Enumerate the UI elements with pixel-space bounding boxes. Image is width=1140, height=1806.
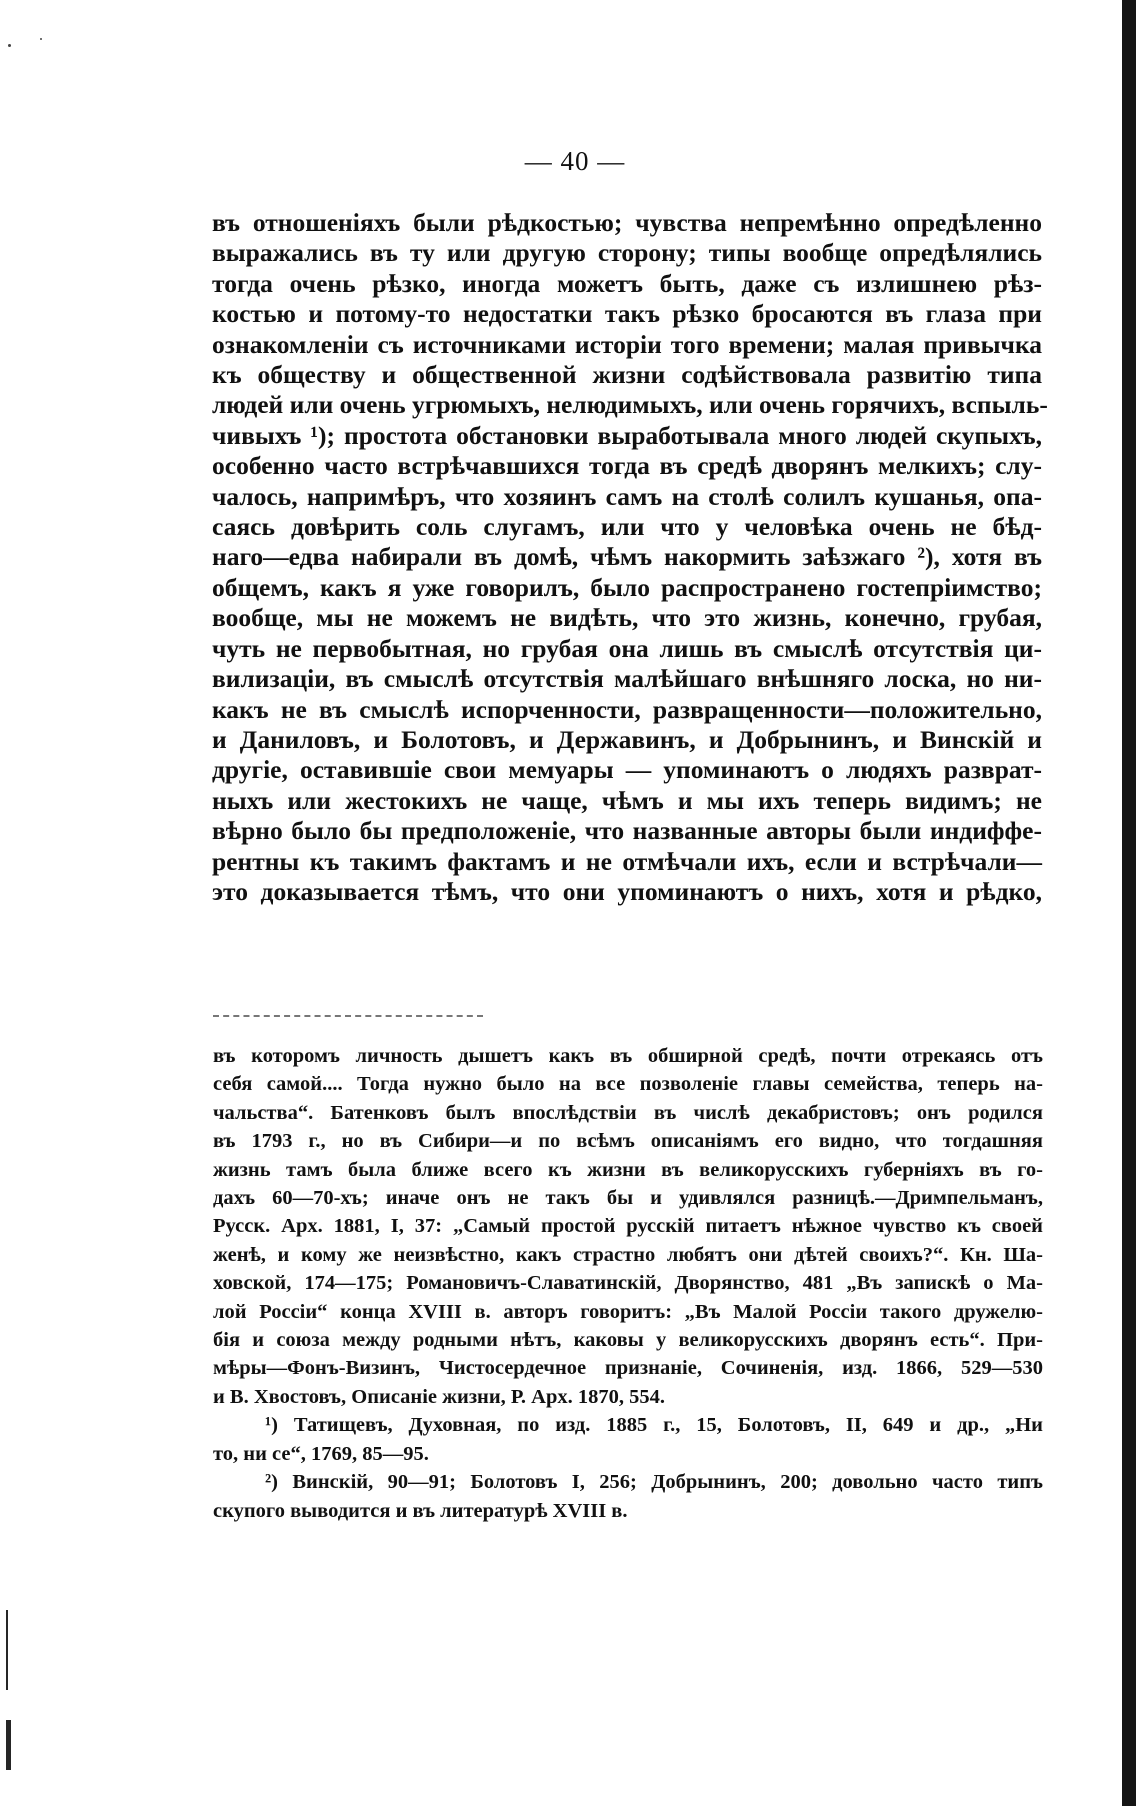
footnote-line: мѣры—Фонъ-Визинъ, Чистосердечное признаніе, Сочиненія, изд. 1866, 529—530: [213, 1357, 1043, 1380]
text-line: людей или очень угрюмыхъ, нелюдимыхъ, или очень горячихъ, вспыль-: [212, 390, 1048, 420]
text-line: наго—едва набирали въ домѣ, чѣмъ накормить заѣзжаго ²), хотя въ: [212, 542, 1042, 572]
footnotes: [213, 1042, 1043, 1525]
text-line: чуть не первобытная, но грубая она лишь въ смыслѣ отсутствія ци-: [212, 633, 1042, 663]
footnote-line: то, ни се“, 1769, 85—95.: [213, 1442, 429, 1465]
text-line: къ обществу и общественной жизни содѣйствовала развитію типа: [212, 360, 1042, 390]
text-line: какъ не въ смыслѣ испорченности, развращенности—положительно,: [212, 694, 1042, 724]
footnote-separator: [213, 1015, 483, 1017]
text-line: рентны къ такимъ фактамъ и не отмѣчали ихъ, если и встрѣчали—: [212, 846, 1042, 876]
text-line: въ отношеніяхъ были рѣдкостью; чувства непремѣнно опредѣленно: [212, 208, 1042, 237]
text-line: особенно часто встрѣчавшихся тогда въ средѣ дворянъ мелкихъ; слу-: [212, 451, 1042, 481]
footnote-line: себя самой.... Тогда нужно было на все позволеніе главы семейства, теперь на-: [213, 1073, 1043, 1096]
text-line: вѣрно было бы предположеніе, что названные авторы были индиффе-: [212, 816, 1042, 846]
scan-edge-bar: [1122, 0, 1136, 1806]
footnote-line: женѣ, и кому же неизвѣстно, какъ страстно любятъ они дѣтей своихъ?“. Кн. Ша-: [213, 1243, 1043, 1266]
footnote-line: лой Россіи“ конца XVIII в. авторъ говоритъ: „Въ Малой Россіи такого дружелю-: [213, 1300, 1043, 1323]
scan-edge-mark: [6, 1610, 8, 1690]
text-line: другіе, оставившіе свои мемуары — упоминаютъ о людяхъ разврат-: [212, 755, 1042, 785]
text-line: чивыхъ ¹); простота обстановки выработывала много людей скупыхъ,: [212, 420, 1042, 450]
text-line: ныхъ или жестокихъ не чаще, чѣмъ и мы ихъ теперь видимъ; не: [212, 785, 1042, 815]
footnote-line: въ 1793 г., но въ Сибири—и по всѣмъ описаніямъ его видно, что тогдашняя: [213, 1130, 1043, 1153]
text-line: вилизаціи, въ смыслѣ отсутствія малѣйшаго внѣшняго лоска, но ни-: [212, 664, 1042, 694]
footnote-line: ховской, 174—175; Романовичъ-Славатинскій, Дворянство, 481 „Въ запискѣ о Ма-: [213, 1272, 1043, 1295]
footnote-line: Русск. Арх. 1881, I, 37: „Самый простой русскій питаетъ нѣжное чувство къ своей: [213, 1215, 1043, 1238]
text-line: вообще, мы не можемъ не видѣть, что это жизнь, конечно, грубая,: [212, 603, 1042, 633]
text-line: выражались въ ту или другую сторону; типы вообще опредѣлялись: [212, 238, 1042, 268]
scan-speck: [40, 38, 42, 40]
footnote-line: ¹) Татищевъ, Духовная, по изд. 1885 г., 15, Болотовъ, II, 649 и др., „Ни: [265, 1414, 1043, 1437]
main-text-body: [212, 208, 1048, 907]
footnote-line: и В. Хвостовъ, Описаніе жизни, Р. Арх. 1870, 554.: [213, 1385, 665, 1408]
text-line: чалось, напримѣръ, что хозяинъ самъ на столѣ солилъ кушанья, опа-: [212, 481, 1042, 511]
text-line: общемъ, какъ я уже говорилъ, было распространено гостепріимство;: [212, 572, 1042, 602]
text-line: ознакомленіи съ источниками исторіи того времени; малая привычка: [212, 329, 1042, 359]
footnote-continuation: [213, 1042, 1043, 1411]
footnote-2: [213, 1468, 1043, 1525]
text-line: костью и потому-то недостатки такъ рѣзко бросаются въ глаза при: [212, 299, 1042, 329]
footnote-line: жизнь тамъ была ближе всего къ жизни въ великорусскихъ губерніяхъ въ го-: [213, 1158, 1043, 1181]
text-line: тогда очень рѣзко, иногда можетъ быть, даже съ излишнею рѣз-: [212, 268, 1042, 298]
footnote-line: бія и союза между родными нѣтъ, каковы у великорусскихъ дворянъ есть“. При-: [213, 1329, 1043, 1352]
page-number: — 40 —: [524, 146, 626, 176]
footnote-line: въ которомъ личность дышетъ какъ въ обширной средѣ, почти отрекаясь отъ: [213, 1045, 1043, 1067]
footnote-line: дахъ 60—70-хъ; иначе онъ не такъ бы и удивлялся разницѣ.—Дримпельманъ,: [213, 1187, 1043, 1210]
text-line: саясь довѣрить соль слугамъ, или что у человѣка очень не бѣд-: [212, 512, 1042, 542]
scan-speck: [8, 44, 11, 47]
text-line: это доказывается тѣмъ, что они упоминаютъ о нихъ, хотя и рѣдко,: [212, 876, 1042, 906]
text-line: и Даниловъ, и Болотовъ, и Державинъ, и Добрынинъ, и Винскій и: [212, 724, 1042, 754]
footnote-line: скупого выводится и въ литературѣ XVIII в.: [213, 1499, 628, 1522]
scan-edge-mark: [6, 1720, 11, 1770]
footnote-1: [213, 1411, 1043, 1468]
footnote-line: чальства“. Батенковъ былъ впослѣдствіи въ числѣ декабристовъ; онъ родился: [213, 1101, 1043, 1124]
footnote-line: ²) Винскій, 90—91; Болотовъ I, 256; Добрынинъ, 200; довольно часто типъ: [265, 1471, 1043, 1494]
